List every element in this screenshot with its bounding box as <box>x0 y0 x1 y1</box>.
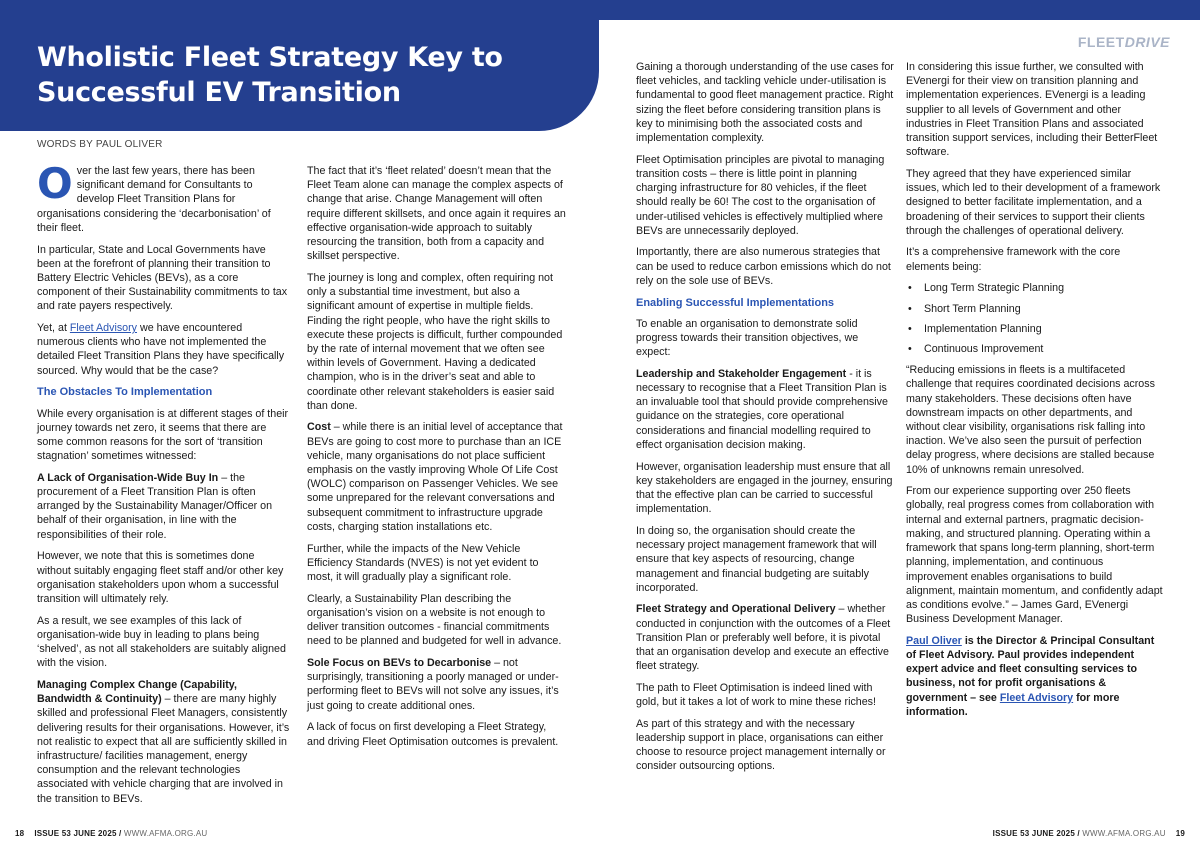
paragraph: The path to Fleet Optimisation is indeed lined with gold, but it takes a lot of work to mine these riches! <box>636 681 876 709</box>
footer-left <box>15 829 207 838</box>
footer-right <box>993 829 1185 838</box>
paragraph-text: we have encountered numerous clients who have not implemented the detailed Fleet Transition Plans they have specifically sourced. Why would that be the case? <box>37 322 285 377</box>
list-item: • Implementation Planning <box>906 322 1163 336</box>
paragraph-text: - it is necessary to recognise that a Fleet Transition Plan is an invaluable tool that should provide comprehensive guidance on the strategies, core operational considerations and financial modelling required to effect organisation decision making. <box>636 367 888 451</box>
intro-paragraph <box>37 159 291 235</box>
fleet-advisory-link[interactable]: Fleet Advisory <box>69 322 138 335</box>
paragraph: As part of this strategy and with the necessary leadership support in place, organisations can either choose to resource project management internally or consider outsourcing options. <box>636 717 886 773</box>
paragraph <box>636 367 894 452</box>
paragraph: While every organisation is at different stages of their journey towards net zero, it seems that there are some common reasons for the sort of ‘transition stagnation’ sometimes witnessed: <box>37 407 289 463</box>
paragraph-text: – not surprisingly, transitioning a poorly managed or under-performing fleet to BEVs will not solve any issues, it’s just going to create additional ones. <box>307 657 559 712</box>
article-column-1 <box>37 159 291 813</box>
paragraph <box>37 321 291 378</box>
paragraph <box>636 602 894 673</box>
brand-fleet: FLEET <box>1077 34 1125 50</box>
quote-paragraph: From our experience supporting over 250 fleets globally, real progress comes from collaboration with internal and external partners, pragmatic decision-making, and structured planning. Operating within a framework that spans long-term planning, short-term planning, implementation, and continuous improvement enables organisations to build alignment, maintain momentum, and confidently adapt as conditions evolve.” – James Gard, EVenergi Business Development Manager. <box>906 485 1163 626</box>
magazine-brand <box>1078 34 1170 50</box>
lead-in-bold: A Lack of Organisation-Wide Buy In <box>37 471 219 484</box>
list-item: • Continuous Improvement <box>906 342 1163 356</box>
article-column-4 <box>906 60 1163 727</box>
paragraph: The fact that it’s ‘fleet related’ doesn’t mean that the Fleet Team alone can manage the complex aspects of change that arise. Change Management will often require different skillsets, and once again it requires an effective organisation-wide approach to suitably resourcing the transition, both from a capacity and skillset perspective. <box>307 165 566 263</box>
paragraph: However, organisation leadership must ensure that all key stakeholders are engaged in the journey, ensuring that the effective plan can be carried to successful implementation. <box>636 460 893 516</box>
list-item: • Short Term Planning <box>906 302 1163 316</box>
lead-in-bold: Sole Focus on BEVs to Decarbonise <box>307 657 492 669</box>
lead-in-bold: Managing Complex Change (Capability, Bandwidth & Continuity) <box>37 679 237 706</box>
paragraph: To enable an organisation to demonstrate solid progress towards their transition objectives, we expect: <box>636 317 859 359</box>
paragraph <box>37 678 291 806</box>
paragraph: In considering this issue further, we consulted with EVenergi for their view on transition planning and implementation experiences. EVenergi is a leading supplier to all levels of Government and other industries in Fleet Transition Plans and associated transition support services, including their BetterFleet software. <box>906 61 1158 159</box>
website-url: WWW.AFMA.ORG.AU <box>121 829 208 838</box>
article-column-3 <box>636 60 894 781</box>
bio-text: for more information. <box>906 691 1120 718</box>
top-banner-strip <box>599 0 1200 20</box>
issue-label: ISSUE 53 JUNE 2025 / <box>34 829 122 838</box>
issue-label: ISSUE 53 JUNE 2025 / <box>992 829 1080 838</box>
section-heading: The Obstacles To Implementation <box>37 386 213 399</box>
paragraph: In doing so, the organisation should create the necessary project management framework that will ensure that key aspects of resourcing, change management and financial budgeting are suitably incorporated. <box>636 524 877 594</box>
lead-in-bold: Leadership and Stakeholder Engagement <box>636 367 847 380</box>
lead-in-bold: Fleet Strategy and Operational Delivery <box>636 603 836 616</box>
paragraph: Clearly, a Sustainability Plan describing the organisation’s vision on a website is not enough to deliver transition outcomes - financial commitments need to be planned and budgeted for well in advance. <box>307 592 562 648</box>
paragraph: Fleet Optimisation principles are pivotal to managing transition costs – there is little point in planning charging infrastructure for 80 vehicles, if the fleet should really be 60! The cost to the organisation of under-utilised vehicles is effectively multiplied where BEVs are unnecessarily deployed. <box>636 153 885 237</box>
paragraph: Gaining a thorough understanding of the use cases for fleet vehicles, and tackling vehicle under-utilisation is fundamental to good fleet management practice. Right sizing the fleet before considering transition plans is key to minimising both the associated costs and implementation complexity. <box>636 61 894 145</box>
byline: WORDS BY PAUL OLIVER <box>37 139 163 150</box>
drop-cap: O <box>37 159 73 208</box>
paragraph <box>307 420 566 534</box>
paragraph-text: Yet, at <box>37 322 70 335</box>
author-bio <box>906 634 1163 719</box>
paragraph-text: – whether conducted in conjunction with the outcomes of a Fleet Transition Plan or preferably well before, it is pivotal that an organisation develop and execute an effective fleet strategy. <box>636 603 891 673</box>
framework-list <box>906 281 1163 356</box>
paragraph-text: – the procurement of a Fleet Transition Plan is often arranged by the Sustainability Manager/Officer on behalf of their organisation, in line with the responsibilities of their role. <box>37 471 273 541</box>
page-number: 19 <box>1175 829 1185 838</box>
list-item: • Long Term Strategic Planning <box>906 281 1163 295</box>
paragraph: A lack of focus on first developing a Fleet Strategy, and driving Fleet Optimisation outcomes is prevalent. <box>307 721 559 748</box>
paragraph: However, we note that this is sometimes done without suitably engaging fleet staff and/or other key organisation stakeholders upon whom a successful transition will ultimately rely. <box>37 550 284 605</box>
lead-in-bold: Cost <box>307 421 331 434</box>
paragraph <box>37 471 291 542</box>
article-title: Wholistic Fleet Strategy Key to Successful EV Transition <box>37 42 503 108</box>
page-number: 18 <box>15 829 25 838</box>
brand-drive: DRIVE <box>1124 34 1170 50</box>
author-link[interactable]: Paul Oliver <box>906 634 962 647</box>
paragraph-text: – while there is an initial level of acceptance that BEVs are going to cost more to purchase than an ICE vehicle, many organisations do not place sufficient emphasis on the vastly improving Whole Of Life Cost (WOLC) comparison on Passenger Vehicles. We see some unprepared for the relevant conversations and subsequent commitment to infrastructure upgrade costs, charging station installations etc. <box>307 421 563 533</box>
paragraph: They agreed that they have experienced similar issues, which led to their development of a framework designed to better facilitate implementation, and a broadening of their services to support their clients through the challenges of operational delivery. <box>906 167 1161 237</box>
paragraph: Importantly, there are also numerous strategies that can be used to reduce carbon emissions which do not rely on the sole use of BEVs. <box>636 246 891 287</box>
bio-text: is the Director & Principal Consultant of Fleet Advisory. Paul provides independent expert advice and fleet consulting services to business, not for profit organisations & government – see <box>906 634 1155 704</box>
paragraph: Further, while the impacts of the New Vehicle Efficiency Standards (NVES) is not yet evident to most, it will gradually play a significant role. <box>307 542 539 583</box>
paragraph: The journey is long and complex, often requiring not only a substantial time investment, but also a significant amount of expertise in multiple fields. Finding the right people, who have the right skills to execute these projects is difficult, further compounded by the rate of internal movement that we often see within levels of Government. Having a dedicated champion, who is in the driver’s seat and able to coordinate other relevant stakeholders is easier said than done. <box>307 271 563 412</box>
quote-paragraph: “Reducing emissions in fleets is a multifaceted challenge that requires coordinated decisions across many stakeholders. These decisions often have downstream impacts on other departments, and without clear visibility, organisations risk falling into inaction. We’ve also seen the pursuit of perfection delay progress, where decisions are stalled because 10% of unknowns remain unresolved. <box>906 364 1155 476</box>
paragraph: It’s a comprehensive framework with the core elements being: <box>906 246 1121 273</box>
section-heading: Enabling Successful Implementations <box>636 296 835 309</box>
paragraph <box>307 656 566 713</box>
paragraph: As a result, we see examples of this lack of organisation-wide buy in leading to plans being ‘shelved’, as not all stakeholders are suitably aligned with the vision. <box>37 614 286 670</box>
fleet-advisory-link[interactable]: Fleet Advisory <box>999 691 1074 704</box>
article-column-2 <box>307 164 566 756</box>
paragraph: In particular, State and Local Governments have been at the forefront of planning their transition to Battery Electric Vehicles (BEVs), as a core component of their Sustainability commitments to tax and rate payers respectively. <box>37 243 288 313</box>
website-url: WWW.AFMA.ORG.AU <box>1079 829 1166 838</box>
intro-text: ver the last few years, there has been significant demand for Consultants to develop Fleet Transition Plans for organisations considering the ‘decarbonisation’ of their fleet. <box>37 165 271 234</box>
paragraph-text: – there are many highly skilled and professional Fleet Managers, consistently delivering results for their organisations. However, it’s not realistic to expect that all are sufficiently skilled in infrastructure/ facilities management, energy consumption and the relevant technologies associated with vehicle charging that are involved in the transition to BEVs. <box>37 693 290 805</box>
